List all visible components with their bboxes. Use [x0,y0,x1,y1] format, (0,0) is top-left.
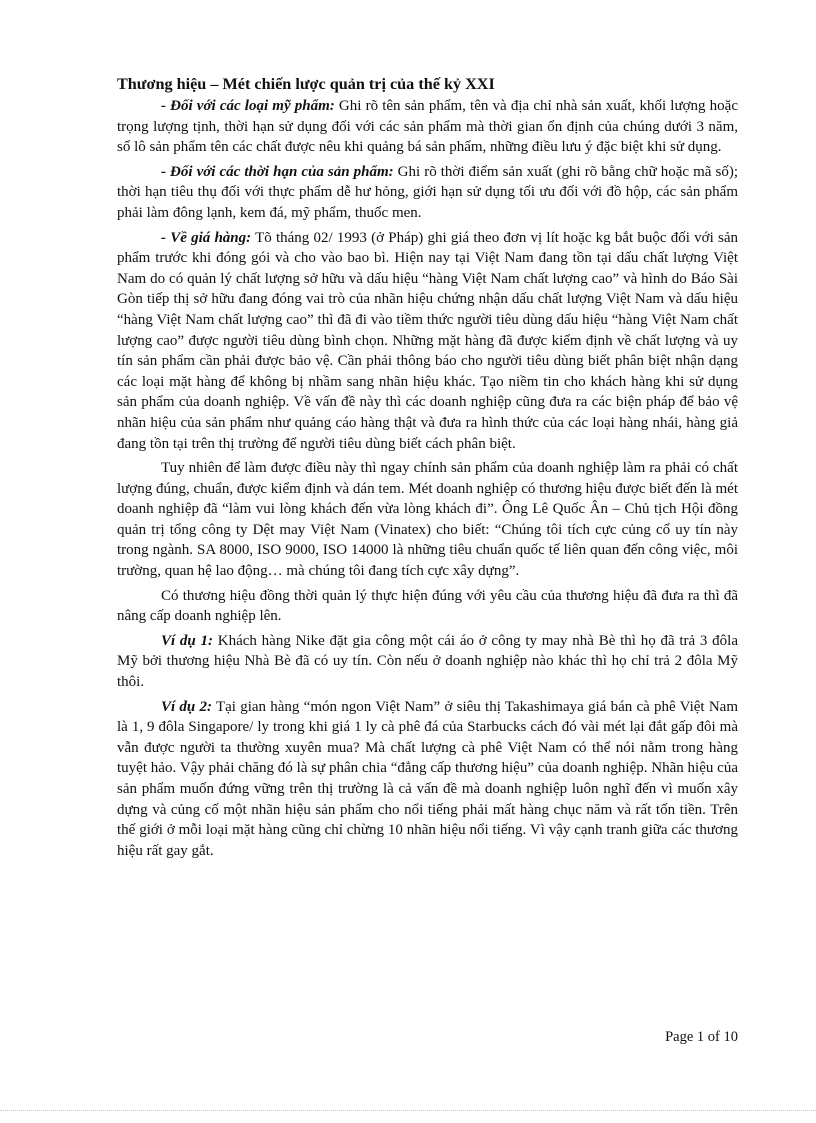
paragraph-example-1 [117,631,738,693]
document-title: Thương hiệu – Mét chiến lược quản trị của thế kỷ XXI [117,75,495,93]
document-body [117,74,738,865]
paragraph-text: Khách hàng Nike đặt gia công một cái áo ở công ty may nhà Bè thì họ đã trả 3 đôla Mỹ bởi thương hiệu Nhà Bè đã có uy tín. Còn nếu ở doanh nghiệp nào khác thì họ chỉ trả 2 đôla Mỹ thôi. [117,632,738,691]
paragraph-label: - Đối với các loại mỹ phẩm: [161,98,335,114]
paragraph-cosmetics [117,96,738,158]
paragraph-quality [117,458,738,582]
paragraph-label: Ví dụ 2: [161,698,212,715]
paragraph-label: Ví dụ 1: [161,632,214,649]
paragraph-upgrade [117,586,738,627]
paragraph-text: Ghi rõ tên sản phẩm, tên và địa chỉ nhà sản xuất, khối lượng hoặc trọng lượng tịnh, thời hạn sử dụng đối với các sản phẩm mà thời gian ổn định của chúng dưới 3 năm, số lô sản phẩm tên các chất được nêu khi quảng bá sản phẩm, những điều lưu ý đặc biệt khi sử dụng. [117,98,738,156]
paragraph-example-2 [117,697,738,862]
paragraph-text: Tõ tháng 02/ 1993 (ở Pháp) ghi giá theo đơn vị lít hoặc kg bắt buộc đối với sản phẩm trước khi đóng gói và cho vào bao bì. Hiện nay tại Việt Nam đang tồn tại dấu chất lượng Việt Nam do có quản lý chất lượng sở hữu và dấu hiệu “hàng Việt Nam chất lượng cao” và hình do Báo Sài Gòn tiếp thị sở hữu đang đóng vai trò của nhãn hiệu chứng nhận dấu chất lượng Việt Nam và dấu hiệu “hàng Việt Nam chất lượng cao” thì đã đi vào tiềm thức người tiêu dùng dấu hiệu “hàng Việt Nam chất lượng cao” được người tiêu dùng bình chọn. Những mặt hàng đã được kiểm định về chất lượng và uy tín sản phẩm cần phải được bảo vệ. Cần phải thông báo cho người tiêu dùng biết phân biệt nhận dạng các loại mặt hàng để không bị nhầm sang nhãn hiệu khác. Tạo niềm tin cho khách hàng khi sử dụng sản phẩm của doanh nghiệp. Về vấn đề này thì các doanh nghiệp cũng đưa ra các biện pháp để bảo vệ nhãn hiệu của sản phẩm như quảng cáo hàng thật và đưa ra hình thức của các loại hàng nhái, hàng giả đang tồn tại trên thị trường để người tiêu dùng biết cách phân biệt. [117,229,738,452]
paragraph-product-dates [117,162,738,224]
paragraph-pricing [117,228,738,455]
paragraph-label: - Đối với các thời hạn của sản phẩm: [161,163,394,180]
paragraph-text: Tại gian hàng “món ngon Việt Nam” ở siêu thị Takashimaya giá bán cà phê Việt Nam là 1, 9 đôla Singapore/ ly trong khi giá 1 ly cà phê đá của Starbucks cách đó vài mét lại đắt gấp đôi mà vẫn được người ta thường xuyên mua? Mà chất lượng cà phê Việt Nam có thể nói nằm trong hàng tuyệt hảo. Vậy phải chăng đó là sự phân chia “đẳng cấp thương hiệu” của doanh nghiệp. Nhãn hiệu của sản phẩm muốn đứng vững trên thị trường là cả vấn đề mà doanh nghiệp luôn nghĩ đến vì muốn xây dựng và củng cố một nhãn hiệu sản phẩm cho nổi tiếng phải mất hàng chục năm và rất tốn tiền. Trên thế giới ở mỗi loại mặt hàng cũng chỉ chừng 10 nhãn hiệu nổi tiếng. Vì vậy cạnh tranh giữa các thương hiệu rất gay gắt. [117,698,738,859]
paragraph-text: Tuy nhiên để làm được điều này thì ngay chính sản phẩm của doanh nghiệp làm ra phải có chất lượng đúng, chuẩn, được kiểm định và dán tem. Mét doanh nghiệp có thương hiệu được biết đến là mét doanh nghiệp đã “làm vui lòng khách đến vừa lòng khách đi”. Ông Lê Quốc Ân – Chủ tịch Hội đồng quản trị tổng công ty Dệt may Việt Nam (Vinatex) cho biết: “Chúng tôi tích cực củng cố uy tín này trong ngành. SA 8000, ISO 9000, ISO 14000 là những tiêu chuẩn quốc tế liên quan đến công việc, môi trường, quan hệ lao động… mà chúng tôi đang tích cực xây dựng”. [117,460,738,580]
page-bottom-divider [0,1110,816,1111]
paragraph-text: Ghi rõ thời điểm sản xuất (ghi rõ bằng chữ hoặc mã số); thời hạn tiêu thụ đối với thực phẩm dễ hư hỏng, giới hạn sử dụng tối ưu đối với đồ hộp, các sản phẩm phải làm đông lạnh, kem đá, mỹ phẩm, thuốc men. [117,163,738,221]
paragraph-label: - Về giá hàng: [161,229,252,246]
paragraph-text: Có thương hiệu đồng thời quản lý thực hiện đúng với yêu cầu của thương hiệu đã đưa ra thì đã nâng cấp doanh nghiệp lên. [117,587,738,625]
page-number: Page 1 of 10 [665,1029,738,1045]
